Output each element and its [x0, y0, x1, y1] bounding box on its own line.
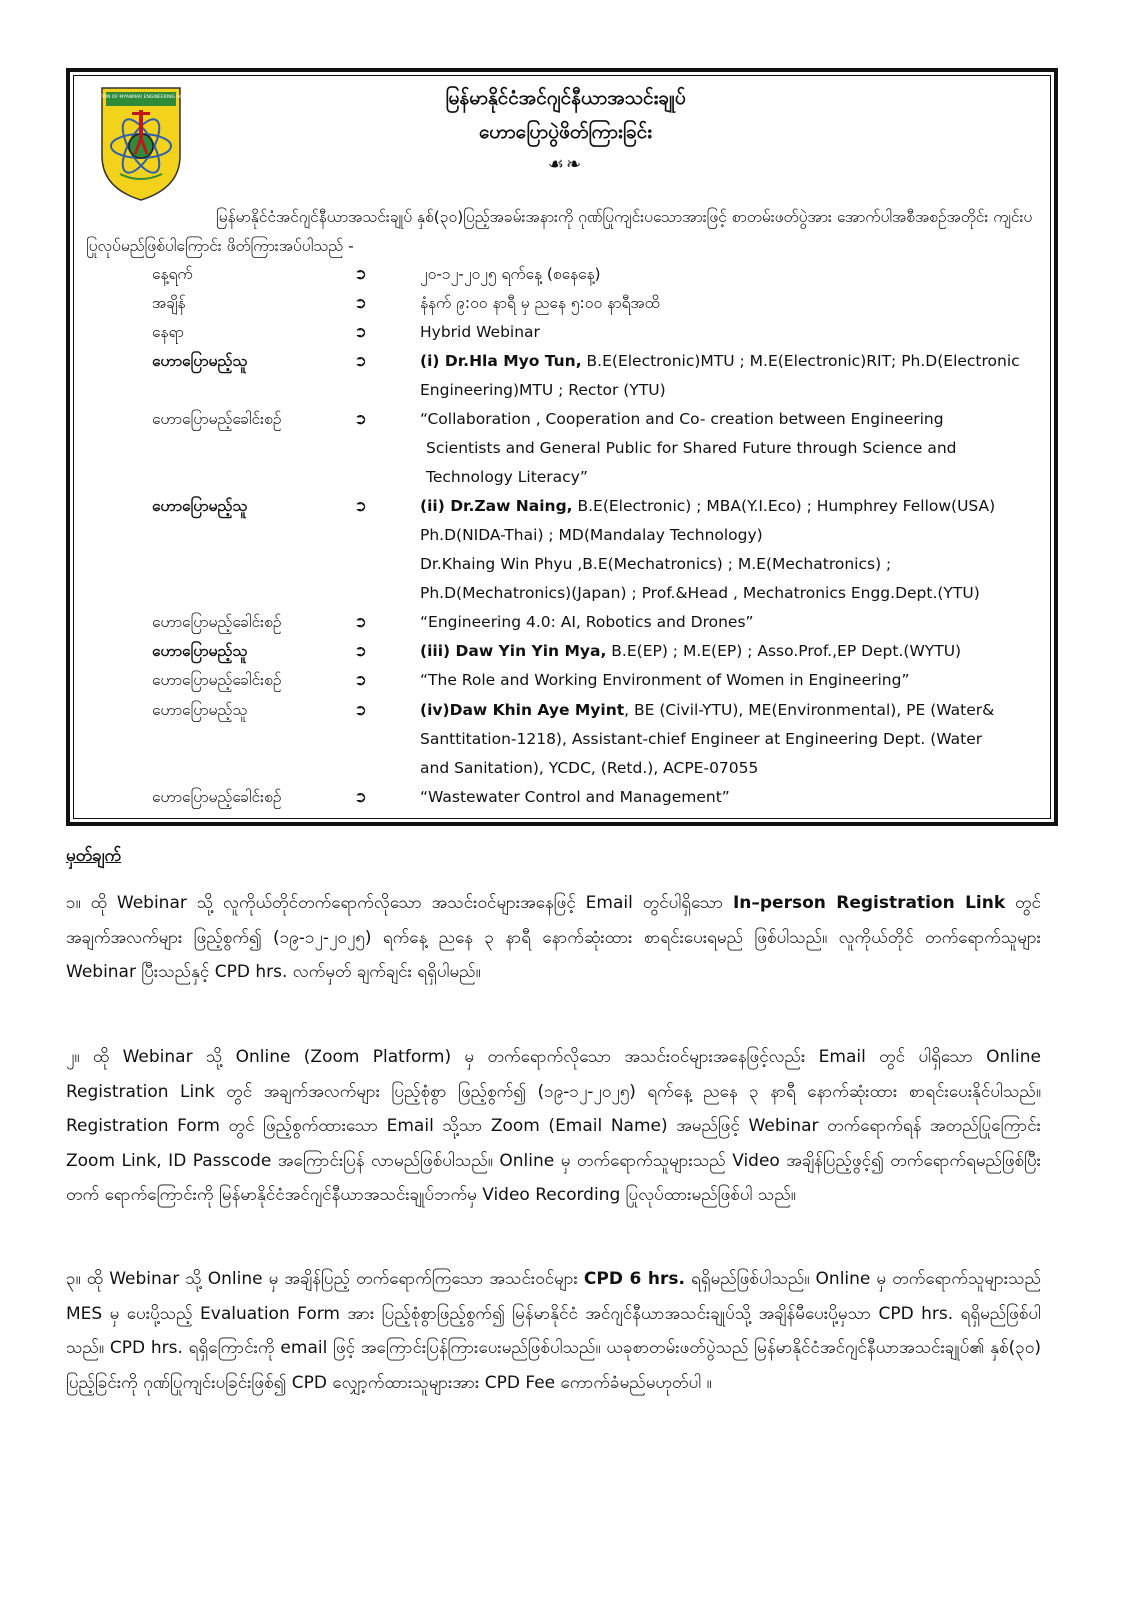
speaker-label: ဟောပြောမည့်သူ: [152, 497, 248, 515]
speaker-name: (iii) Daw Yin Yin Mya,: [420, 642, 607, 660]
venue-value: Hybrid Webinar: [420, 323, 540, 341]
time-label: အချိန်: [152, 294, 186, 312]
topic-title: “The Role and Working Environment of Women in Engineering”: [420, 671, 910, 689]
arrow-icon: ➲: [354, 265, 367, 283]
note-paragraph-3: ၃။ ထို Webinar သို့ Online မှ အချိန်ပြည့် တက်ရောက်ကြသော အသင်းဝင်များ CPD 6 hrs. ရရှိမည်ဖြစ်ပါသည်။ Online မှ တက်ရောက်သူများသည် MES မှ ပေးပို့သည့် Evaluation Form အား ပြည့်စုံစွာဖြည့်စွက်၍ မြန်မာနိုင်ငံ အင်ဂျင်နီယာအသင်းချုပ်သို့ အချိန်မီပေးပို့မှသာ CPD hrs. ရရှိမည်ဖြစ်ပါ သည်။ CPD hrs. ရရှိကြောင်းကို email ဖြင့် အကြောင်းပြန်ကြားပေးမည်ဖြစ်ပါသည်။ ယခုစာတမ်းဖတ်ပွဲသည် မြန်မာနိုင်ငံအင်ဂျင်နီယာအသင်းချုပ်၏ နှစ်(၃၀) ပြည့်ခြင်းကို ဂုဏ်ပြုကျင်းပခြင်းဖြစ်၍ CPD လျှော့က်ထားသူများအား CPD Fee ကောက်ခံမည်မဟုတ်ပါ ။: [66, 1269, 1042, 1393]
speaker-label: ဟောပြောမည့်သူ: [152, 642, 248, 660]
ornament-divider: ☙❧: [547, 154, 584, 175]
topic-title: “Engineering 4.0: AI, Robotics and Drones”: [420, 613, 754, 631]
note-paragraph-2: ၂။ ထို Webinar သို့ Online (Zoom Platform) မှ တက်ရောက်လိုသော အသင်းဝင်များအနေဖြင့်လည်း Email တွင် ပါရှိသော Online Registration Link တွင် အချက်အလက်များ ပြည့်စုံစွာ ဖြည့်စွက်၍ (၁၉-၁၂-၂၀၂၅) ရက်နေ့ ညနေ ၃ နာရီ နောက်ဆုံးထား စာရင်းပေးနိုင်ပါသည်။ Registration Form တွင် ဖြည့်စွက်ထားသော Email သို့သာ Zoom (Email Name) အမည်ဖြင့် Webinar တက်ရောက်ရန် အတည်ပြုကြောင်း Zoom Link, ID Passcode အကြောင်းပြန် လာမည်ဖြစ်ပါသည်။ Online မှ တက်ရောက်သူများသည် Video အချိန်ပြည့်ဖွင့်၍ တက်ရောက်ရမည်ဖြစ်ပြီး တက် ရောက်ကြောင်းကို မြန်မာနိုင်ငံအင်ဂျင်နီယာအသင်းချုပ်ဘက်မှ Video Recording ပြုလုပ်ထားမည်ဖြစ်ပါ သည်။: [66, 1047, 1041, 1205]
arrow-icon: ➲: [354, 497, 367, 515]
speaker-label: ဟောပြောမည့်သူ: [152, 701, 248, 719]
time-value: နံနက် ၉:၀၀ နာရီ မှ ညနေ ၅:၀၀ နာရီအထိ: [420, 294, 660, 312]
note-paragraph-1: ၁။ ထို Webinar သို့ လူကိုယ်တိုင်တက်ရောက်လိုသော အသင်းဝင်များအနေဖြင့် Email တွင်ပါရှိသော In–person Registration Link တွင် အချက်အလက်များ ဖြည့်စွက်၍ (၁၉-၁၂-၂၀၂၅) ရက်နေ့ ညနေ ၃ နာရီ နောက်ဆုံးထား စာရင်းပေးရမည် ဖြစ်ပါသည်။ လူကိုယ်တိုင် တက်ရောက်သူများ Webinar ပြီးသည်နှင့် CPD hrs. လက်မှတ် ချက်ချင်း ရရှိပါမည်။: [66, 893, 1041, 982]
date-value: ၂၀-၁၂-၂၀၂၅ ရက်နေ့ (စနေနေ့): [420, 265, 601, 283]
svg-text:FEDERATION OF MYANMAR ENGINEER: FEDERATION OF MYANMAR ENGINEERING SOCIETIES: [82, 95, 200, 100]
arrow-icon: ➲: [354, 788, 367, 806]
speaker-name: (iv)Daw Khin Aye Myint: [420, 701, 625, 719]
arrow-icon: ➲: [354, 410, 367, 428]
arrow-icon: ➲: [354, 323, 367, 341]
speaker-name: (ii) Dr.Zaw Naing,: [420, 497, 573, 515]
arrow-icon: ➲: [354, 613, 367, 631]
topic-label: ဟောပြောမည့်ခေါင်းစဉ်: [152, 671, 282, 689]
arrow-icon: ➲: [354, 701, 367, 719]
venue-label: နေရာ: [152, 323, 184, 341]
arrow-icon: ➲: [354, 642, 367, 660]
arrow-icon: ➲: [354, 294, 367, 312]
intro-paragraph: မြန်မာနိုင်ငံအင်ဂျင်နီယာအသင်းချုပ် နှစ်(၃၀)ပြည့်အခမ်းအနားကို ဂုဏ်ပြုကျင်းပသောအားဖြင့် စာတမ်းဖတ်ပွဲအား အောက်ပါအစီအစဉ်အတိုင်း ကျင်းပပြုလုပ်မည်ဖြစ်ပါကြောင်း ဖိတ်ကြားအပ်ပါသည် -: [86, 208, 1033, 255]
topic-label: ဟောပြောမည့်ခေါင်းစဉ်: [152, 788, 282, 806]
notes-heading: မှတ်ချက်: [66, 846, 122, 866]
org-title: မြန်မာနိုင်ငံအင်ဂျင်နီယာအသင်းချုပ်: [445, 87, 686, 109]
speaker-name: (i) Dr.Hla Myo Tun,: [420, 352, 582, 370]
arrow-icon: ➲: [354, 671, 367, 689]
topic-label: ဟောပြောမည့်ခေါင်းစဉ်: [152, 613, 282, 631]
arrow-icon: ➲: [354, 352, 367, 370]
topic-title: “Wastewater Control and Management”: [420, 788, 730, 806]
event-title: ဟောပြောပွဲဖိတ်ကြားခြင်း: [478, 121, 653, 143]
topic-title: “Collaboration , Cooperation and Co- creation between Engineering: [420, 410, 944, 428]
topic-label: ဟောပြောမည့်ခေါင်းစဉ်: [152, 410, 282, 428]
speaker-label: ဟောပြောမည့်သူ: [152, 352, 248, 370]
date-label: နေ့ရက်: [152, 265, 193, 283]
